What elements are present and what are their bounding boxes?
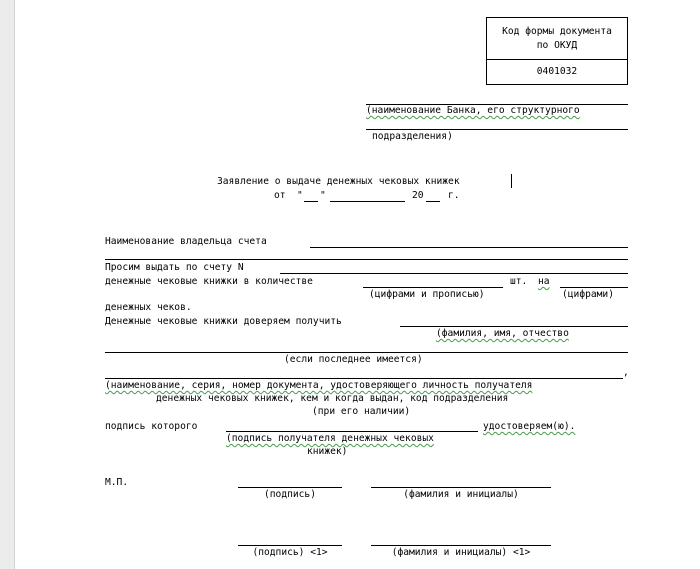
document-title: Заявление о выдаче денежных чековых книжек xyxy=(217,176,460,187)
id-document-comma: , xyxy=(623,367,629,378)
stamp-label: М.П. xyxy=(105,477,129,488)
text-cursor xyxy=(511,174,512,188)
page-left-margin xyxy=(0,0,15,569)
signature-caption-1: (подпись) xyxy=(264,489,316,500)
name-field-1[interactable] xyxy=(371,487,551,488)
recipient-name-field-continued[interactable] xyxy=(105,352,628,353)
recipient-signature-caption-line1: (подпись получателя денежных чековых xyxy=(226,433,434,444)
pieces-label: шт. xyxy=(510,276,528,287)
signature-field-2[interactable] xyxy=(238,545,342,546)
date-day-field[interactable] xyxy=(304,201,318,202)
id-document-field[interactable] xyxy=(105,378,623,379)
checks-count-field[interactable] xyxy=(560,287,628,288)
bank-division-line[interactable] xyxy=(366,129,628,130)
name-field-2[interactable] xyxy=(371,545,551,546)
signature-caption-2: (подпись) <1> xyxy=(252,547,328,558)
recipient-signature-caption-line2: книжек) xyxy=(307,446,348,457)
okud-box-divider xyxy=(487,59,627,60)
date-quote-open: " xyxy=(297,190,303,201)
date-year-field[interactable] xyxy=(426,201,440,202)
date-month-field[interactable] xyxy=(330,201,405,202)
books-quantity-field[interactable] xyxy=(363,287,503,288)
bank-caption-line1: (наименование Банка, его структурного xyxy=(366,105,580,116)
signature-field-1[interactable] xyxy=(238,487,342,488)
owner-field-continued[interactable] xyxy=(105,259,628,260)
name-caption-2: (фамилия и инициалы) <1> xyxy=(391,547,531,558)
owner-label: Наименование владельца счета xyxy=(105,236,267,247)
okud-title-line1: Код формы документа xyxy=(502,26,612,37)
date-quote-close: " xyxy=(320,190,326,201)
checks-count-caption: (цифрами) xyxy=(562,289,614,300)
date-year-suffix: г. xyxy=(448,190,460,201)
pieces-on-label: на xyxy=(538,276,550,287)
bank-caption-line2: подразделения) xyxy=(372,131,453,142)
document-caption-line2: денежных чековых книжек, кем и когда выдан, код подразделения xyxy=(156,393,509,404)
recipient-signature-field[interactable] xyxy=(226,431,478,432)
document-caption-line1: (наименование, серия, номер документа, удостоверяющего личность получателя xyxy=(105,380,533,391)
okud-title-line2: по ОКУД xyxy=(536,40,578,51)
checks-label: денежных чеков. xyxy=(105,302,192,313)
quantity-caption: (цифрами и прописью) xyxy=(369,289,485,300)
trust-label: Денежные чековые книжки доверяем получить xyxy=(105,316,342,327)
account-label: Просим выдать по счету N xyxy=(105,262,244,273)
date-from-label: от xyxy=(274,190,286,201)
account-number-field[interactable] xyxy=(280,273,628,274)
patronymic-caption: (если последнее имеется) xyxy=(284,354,423,365)
name-caption-1: (фамилия и инициалы) xyxy=(403,489,519,500)
books-quantity-label: денежные чековые книжки в количестве xyxy=(105,276,313,287)
recipient-name-field[interactable] xyxy=(400,326,628,327)
fio-caption: (фамилия, имя, отчество xyxy=(436,328,569,339)
okud-code-box xyxy=(486,17,628,85)
signature-label: подпись которого xyxy=(105,421,198,432)
okud-code[interactable]: 0401032 xyxy=(536,66,578,77)
certify-label: удостоверяем(ю). xyxy=(483,421,576,432)
owner-field[interactable] xyxy=(310,247,628,248)
document-caption-line3: (при его наличии) xyxy=(312,406,411,417)
date-year-prefix: 20 xyxy=(412,190,424,201)
